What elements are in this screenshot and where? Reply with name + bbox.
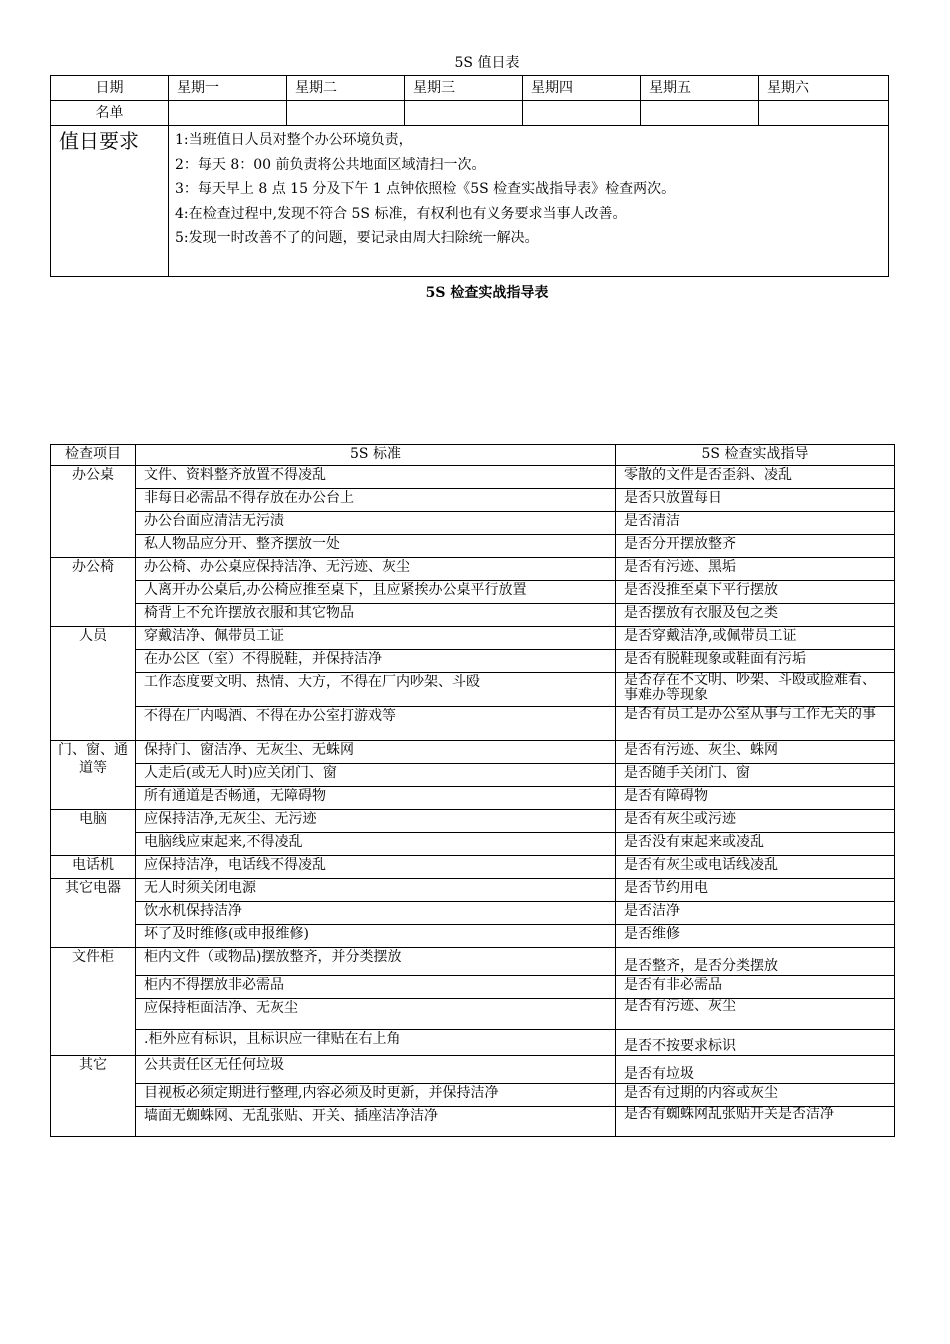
table-row — [51, 925, 895, 948]
check-cell: 是否有污迹、灰尘 — [616, 999, 895, 1030]
check-cell: 是否有灰尘或污迹 — [616, 810, 895, 833]
table-row — [51, 535, 895, 558]
table-row — [51, 707, 895, 741]
check-cell: 是否清洁 — [616, 512, 895, 535]
check-cell: 是否随手关闭门、窗 — [616, 764, 895, 787]
standard-cell: 所有通道是否畅通，无障碍物 — [136, 787, 616, 810]
table-row — [51, 787, 895, 810]
name-cell-saturday[interactable] — [759, 101, 889, 126]
standard-cell: 电脑线应束起来,不得凌乱 — [136, 833, 616, 856]
table-row — [51, 764, 895, 787]
day-friday: 星期五 — [641, 76, 759, 101]
check-cell: 是否只放置每日 — [616, 489, 895, 512]
table-row — [51, 902, 895, 925]
name-cell-tuesday[interactable] — [287, 101, 405, 126]
standard-cell: 办公椅、办公桌应保持洁净、无污迹、灰尘 — [136, 558, 616, 581]
check-cell: 是否有污迹、黑垢 — [616, 558, 895, 581]
check-cell: 是否有污迹、灰尘、蛛网 — [616, 741, 895, 764]
table-row — [51, 650, 895, 673]
check-cell: 是否整齐，是否分类摆放 — [616, 948, 895, 976]
check-cell: 是否穿戴洁净,或佩带员工证 — [616, 627, 895, 650]
standard-cell: 目视板必须定期进行整理,内容必须及时更新，并保持洁净 — [136, 1084, 616, 1107]
table-row — [51, 999, 895, 1030]
check-cell: 是否不按要求标识 — [616, 1030, 895, 1056]
requirement-item: 4:在检查过程中,发现不符合 5S 标准，有权利也有义务要求当事人改善。 — [175, 205, 627, 222]
table-row — [51, 948, 895, 976]
table-row — [51, 466, 895, 489]
guide-table-title: 5S 检查实战指导表 — [425, 285, 549, 301]
check-cell: 是否节约用电 — [616, 879, 895, 902]
table-row — [51, 489, 895, 512]
table-row — [51, 810, 895, 833]
check-header-row — [51, 445, 895, 466]
day-monday: 星期一 — [169, 76, 287, 101]
category-cell: 文件柜 — [51, 948, 136, 1056]
standard-cell: 穿戴洁净、佩带员工证 — [136, 627, 616, 650]
standard-cell: 人走后(或无人时)应关闭门、窗 — [136, 764, 616, 787]
check-cell: 是否有非必需品 — [616, 976, 895, 999]
check-cell: 是否摆放有衣服及包之类 — [616, 604, 895, 627]
check-cell: 是否没有束起来或凌乱 — [616, 833, 895, 856]
name-cell-thursday[interactable] — [523, 101, 641, 126]
standard-cell: 柜内不得摆放非必需品 — [136, 976, 616, 999]
standard-cell: 应保持洁净,无灰尘、无污迹 — [136, 810, 616, 833]
standard-cell: 无人时须关闭电源 — [136, 879, 616, 902]
name-label: 名单 — [51, 101, 169, 126]
category-cell: 其它电器 — [51, 879, 136, 948]
table-row — [51, 1056, 895, 1084]
standard-cell: 应保持柜面洁净、无灰尘 — [136, 999, 616, 1030]
category-cell: 办公椅 — [51, 558, 136, 627]
day-wednesday: 星期三 — [405, 76, 523, 101]
table-row — [51, 604, 895, 627]
header-standard: 5S 标准 — [136, 445, 616, 466]
check-cell: 是否有过期的内容或灰尘 — [616, 1084, 895, 1107]
day-saturday: 星期六 — [759, 76, 889, 101]
standard-cell: 在办公区（室）不得脱鞋，并保持洁净 — [136, 650, 616, 673]
table-row — [51, 741, 895, 764]
check-cell: 是否有蜘蛛网乱张贴开关是否洁净 — [616, 1107, 895, 1137]
name-cell-wednesday[interactable] — [405, 101, 523, 126]
date-label: 日期 — [51, 76, 169, 101]
standard-cell: 应保持洁净，电话线不得凌乱 — [136, 856, 616, 879]
requirement-item: 5:发现一时改善不了的问题，要记录由周大扫除统一解决。 — [175, 230, 539, 246]
requirement-item: 1:当班值日人员对整个办公环境负责， — [175, 132, 413, 148]
standard-cell: 工作态度要文明、热情、大方，不得在厂内吵架、斗殴 — [136, 673, 616, 707]
standard-cell: 不得在厂内喝酒、不得在办公室打游戏等 — [136, 707, 616, 741]
check-table-body — [51, 466, 895, 1137]
check-cell: 是否存在不文明、吵架、斗殴或脸难看、事难办等现象 — [616, 673, 895, 707]
standard-cell: 私人物品应分开、整齐摆放一处 — [136, 535, 616, 558]
requirements-body — [169, 126, 889, 277]
standard-cell: 公共责任区无任何垃圾 — [136, 1056, 616, 1084]
check-cell: 零散的文件是否歪斜、凌乱 — [616, 466, 895, 489]
duty-table-title: 5S 值日表 — [454, 55, 520, 71]
requirement-item: 2：每天 8：00 前负责将公共地面区域清扫一次。 — [175, 156, 486, 173]
standard-cell: 非每日必需品不得存放在办公台上 — [136, 489, 616, 512]
check-cell: 是否维修 — [616, 925, 895, 948]
check-cell: 是否有脱鞋现象或鞋面有污垢 — [616, 650, 895, 673]
requirement-item: 3：每天早上 8 点 15 分及下午 1 点钟依照检《5S 检查实战指导表》检查两次。 — [175, 181, 676, 197]
check-cell: 是否洁净 — [616, 902, 895, 925]
header-category: 检查项目 — [51, 445, 136, 466]
table-row — [51, 673, 895, 707]
category-cell: 人员 — [51, 627, 136, 741]
standard-cell: 人离开办公桌后,办公椅应推至桌下，且应紧挨办公桌平行放置 — [136, 581, 616, 604]
table-row — [51, 1084, 895, 1107]
duty-requirements-row — [51, 126, 889, 277]
standard-cell: 柜内文件（或物品)摆放整齐，并分类摆放 — [136, 948, 616, 976]
table-row — [51, 627, 895, 650]
table-row — [51, 856, 895, 879]
header-check: 5S 检查实战指导 — [616, 445, 895, 466]
table-row — [51, 976, 895, 999]
check-cell: 是否有灰尘或电话线凌乱 — [616, 856, 895, 879]
table-row — [51, 558, 895, 581]
table-row — [51, 879, 895, 902]
name-cell-monday[interactable] — [169, 101, 287, 126]
standard-cell: 墙面无蜘蛛网、无乱张贴、开关、插座洁净洁净 — [136, 1107, 616, 1137]
table-row — [51, 581, 895, 604]
standard-cell: 办公台面应清洁无污渍 — [136, 512, 616, 535]
category-cell: 其它 — [51, 1056, 136, 1137]
category-cell: 电话机 — [51, 856, 136, 879]
standard-cell: 文件、资料整齐放置不得凌乱 — [136, 466, 616, 489]
category-cell: 电脑 — [51, 810, 136, 856]
standard-cell: .柜外应有标识，且标识应一律贴在右上角 — [136, 1030, 616, 1056]
check-cell: 是否分开摆放整齐 — [616, 535, 895, 558]
standard-cell: 椅背上不允许摆放衣服和其它物品 — [136, 604, 616, 627]
requirements-label: 值日要求 — [51, 126, 169, 277]
check-cell: 是否有垃圾 — [616, 1056, 895, 1084]
category-cell: 办公桌 — [51, 466, 136, 558]
duty-names-row — [51, 101, 889, 126]
standard-cell: 坏了及时维修(或申报维修) — [136, 925, 616, 948]
category-cell: 门、窗、通道等 — [51, 741, 136, 810]
standard-cell: 饮水机保持洁净 — [136, 902, 616, 925]
table-row — [51, 512, 895, 535]
standard-cell: 保持门、窗洁净、无灰尘、无蛛网 — [136, 741, 616, 764]
duty-header-row — [51, 76, 889, 101]
check-cell: 是否有障碍物 — [616, 787, 895, 810]
check-cell: 是否有员工是办公室从事与工作无关的事 — [616, 707, 895, 741]
day-tuesday: 星期二 — [287, 76, 405, 101]
table-row — [51, 833, 895, 856]
name-cell-friday[interactable] — [641, 101, 759, 126]
table-row — [51, 1030, 895, 1056]
table-row — [51, 1107, 895, 1137]
duty-table — [50, 75, 889, 277]
check-guide-table — [50, 444, 895, 1137]
check-cell: 是否没推至桌下平行摆放 — [616, 581, 895, 604]
day-thursday: 星期四 — [523, 76, 641, 101]
